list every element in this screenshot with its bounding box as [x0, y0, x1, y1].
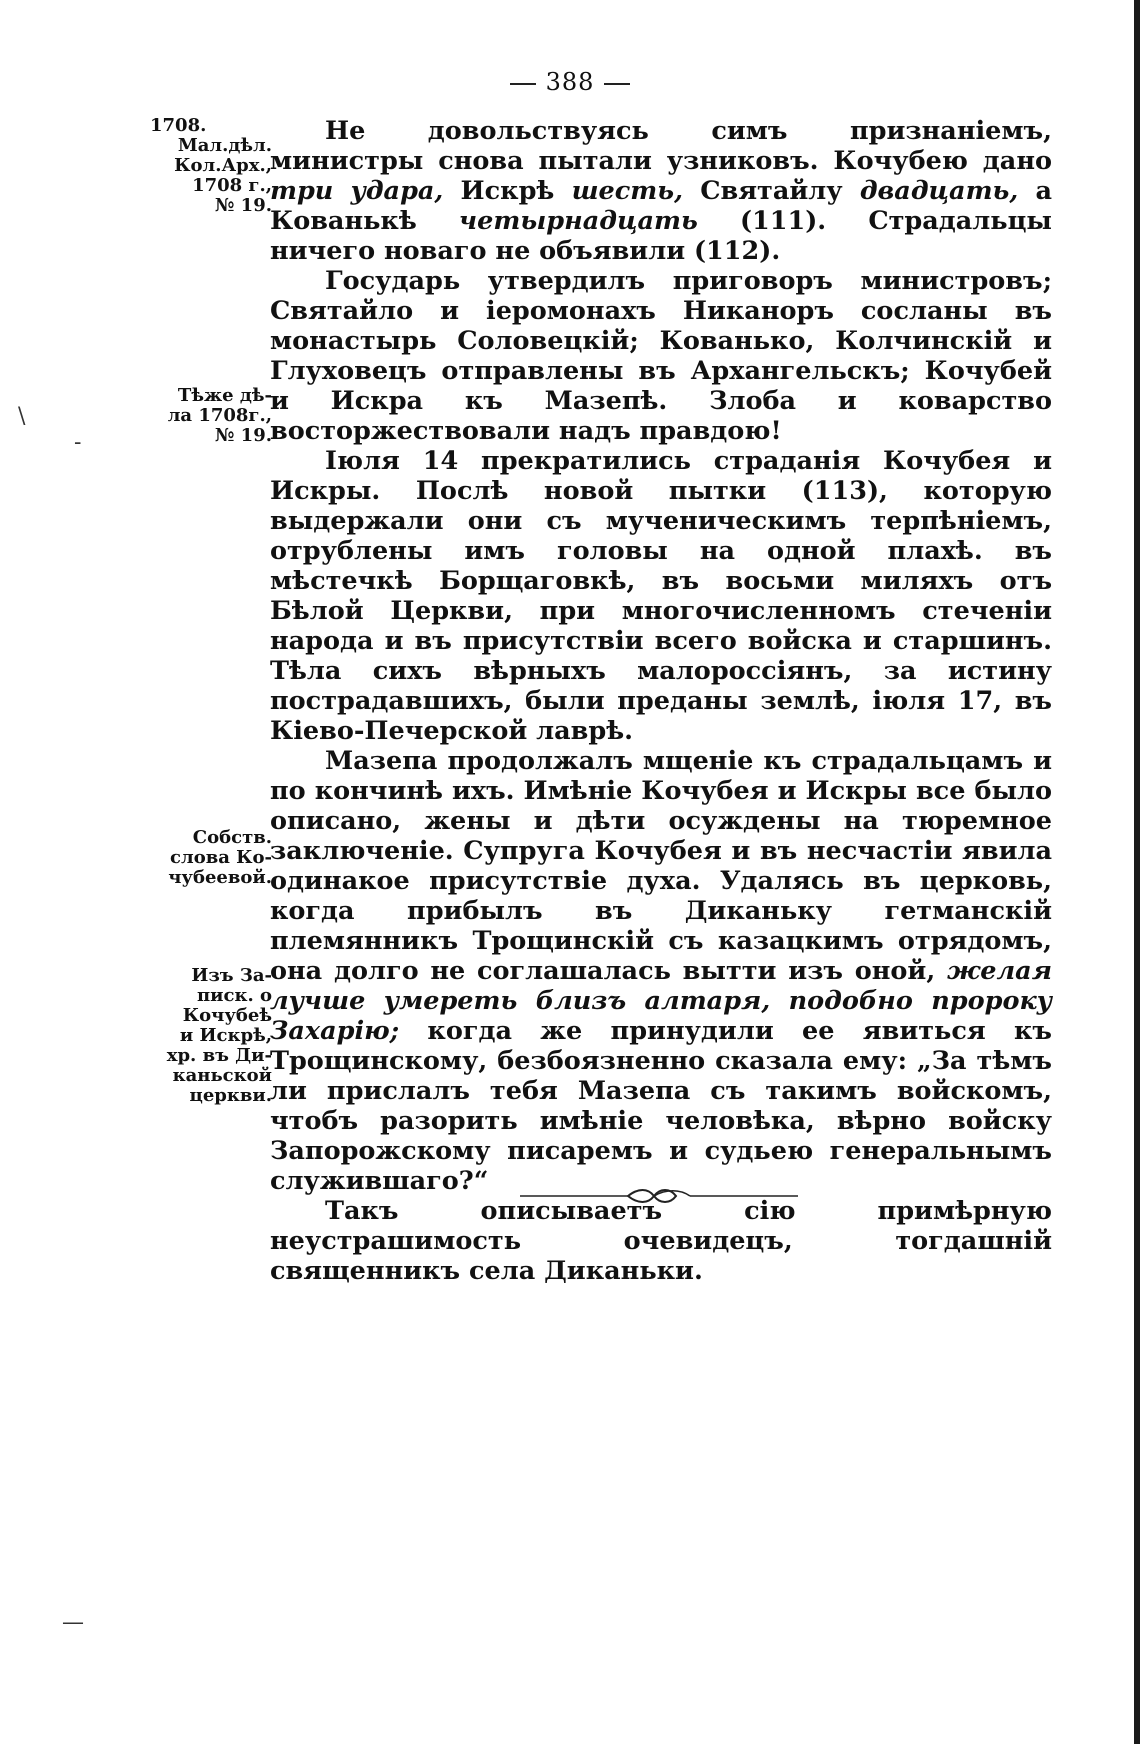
scan-mark: -: [74, 430, 82, 455]
page-edge: [1134, 0, 1140, 1744]
paragraph-4: Мазепа продолжалъ мщеніе къ страдальцамъ и по кончинѣ ихъ. Имѣніе Кочубея и Искры все было описано, жены и дѣти осуждены на тюремное заключеніе. Супруга Кочубея и въ несчастіи явила одинакое присутствіе духа. Удалясь въ церковь, когда прибылъ въ Диканьку гетманскій племянникъ Трощинскій съ казацкимъ отрядомъ, она долго не соглашалась вытти изъ оной, желая лучше умереть близъ алтаря, подобно пророку Захарію; когда же принудили ее явиться къ Трощинскому, безбоязненно сказала ему: „За тѣмъ ли прислалъ тебя Мазепа съ такимъ войскомъ, чтобъ разорить имѣніе человѣка, вѣрно войску Запорожскому писаремъ и судьею генеральнымъ служившаго?“: [270, 746, 1052, 1196]
paragraph-2: Государь утвердилъ приговоръ министровъ; Святайло и іеромонахъ Никаноръ сосланы въ монастырь Соловецкій; Кованько, Колчинскій и Глуховецъ отправлены въ Архангельскъ; Кочубей и Искра къ Мазепѣ. Злоба и коварство восторжествовали надъ правдою!: [270, 266, 1052, 446]
margin-note-1: 1708. Мал.дѣл. Кол.Арх., 1708 г., № 19.: [150, 115, 272, 216]
margin-note-2: Тѣже дѣ- ла 1708г., № 19.: [167, 385, 272, 446]
scan-mark: —: [62, 1610, 84, 1635]
scan-mark: \: [18, 404, 26, 429]
paragraph-3: Іюля 14 прекратились страданія Кочубея и Искры. Послѣ новой пытки (113), которую выдержали они съ мученическимъ терпѣніемъ, отрублены имъ головы на одной плахѣ. въ мѣстечкѣ Борщаговкѣ, въ восьми миляхъ отъ Бѣлой Церкви, при многочисленномъ стеченіи народа и въ присутствіи всего войска и старшинъ. Тѣла сихъ вѣрныхъ малороссіянъ, за истину пострадавшихъ, были преданы землѣ, іюля 17, въ Кіево-Печерской лаврѣ.: [270, 446, 1052, 746]
paragraph-1: Не довольствуясь симъ признаніемъ, министры снова пытали узниковъ. Кочубею дано три удара, Искрѣ шесть, Святайлу двадцать, а Кованькѣ четырнадцать (111). Страдальцы ничего новаго не объявили (112).: [270, 116, 1052, 266]
margin-note-3: Собств. слова Ко- чубеевой.: [168, 827, 272, 888]
page-number: 388: [0, 68, 1140, 96]
body-text: [270, 116, 1052, 1286]
margin-note-4: Изъ За- писк. о Кочубеѣ и Искрѣ, хр. въ Ди- каньской церкви.: [166, 965, 272, 1106]
paragraph-5: Такъ описываетъ сію примѣрную неустрашимость очевидецъ, тогдашній священникъ села Диканьки.: [270, 1196, 1052, 1286]
fleuron-divider-icon: [520, 1186, 798, 1206]
